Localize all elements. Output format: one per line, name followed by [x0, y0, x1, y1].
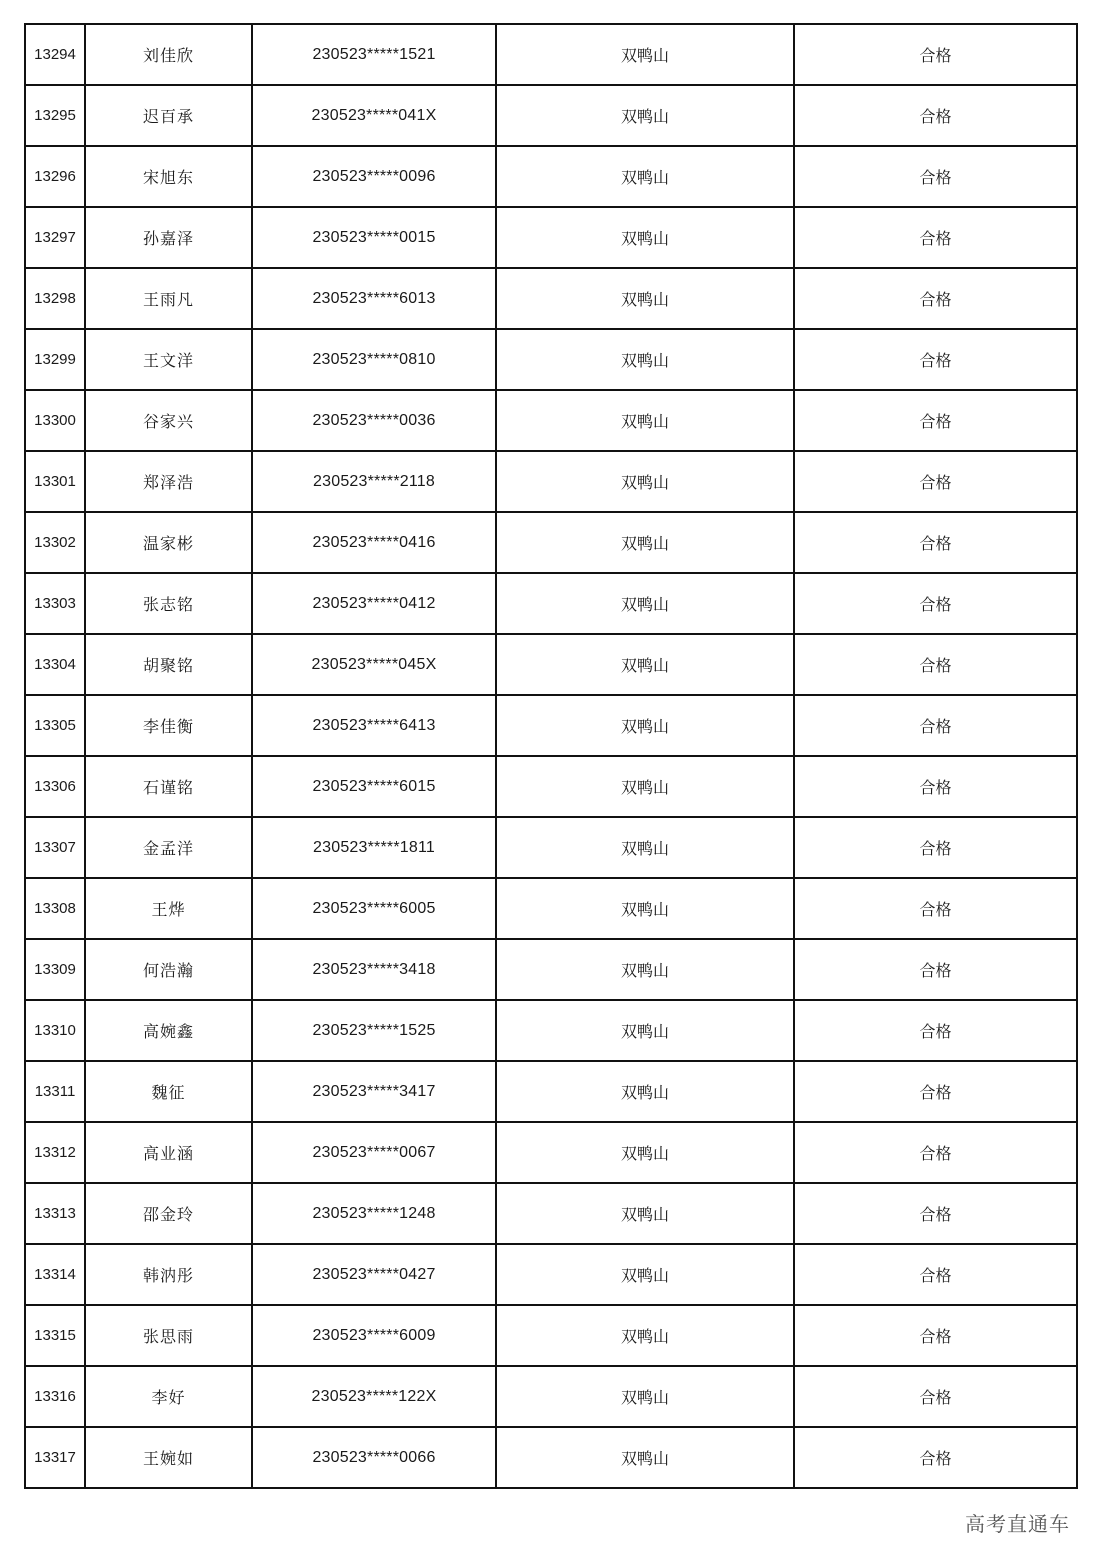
seq-cell: 13317: [25, 1427, 85, 1488]
seq-cell: 13316: [25, 1366, 85, 1427]
name-cell: 高婉鑫: [85, 1000, 252, 1061]
region-cell: 双鸭山: [496, 1000, 794, 1061]
name-cell: 金孟洋: [85, 817, 252, 878]
result-cell: 合格: [794, 939, 1077, 1000]
result-cell: 合格: [794, 634, 1077, 695]
seq-cell: 13315: [25, 1305, 85, 1366]
table-row: [25, 1122, 1077, 1183]
id-number-cell: 230523*****6413: [252, 695, 496, 756]
id-number-cell: 230523*****6009: [252, 1305, 496, 1366]
seq-cell: 13301: [25, 451, 85, 512]
result-cell: 合格: [794, 146, 1077, 207]
id-number-cell: 230523*****041X: [252, 85, 496, 146]
table-row: [25, 268, 1077, 329]
seq-cell: 13311: [25, 1061, 85, 1122]
result-cell: 合格: [794, 1427, 1077, 1488]
result-cell: 合格: [794, 1122, 1077, 1183]
id-number-cell: 230523*****0067: [252, 1122, 496, 1183]
region-cell: 双鸭山: [496, 329, 794, 390]
region-cell: 双鸭山: [496, 85, 794, 146]
region-cell: 双鸭山: [496, 756, 794, 817]
table-row: [25, 1000, 1077, 1061]
id-number-cell: 230523*****2118: [252, 451, 496, 512]
id-number-cell: 230523*****6015: [252, 756, 496, 817]
table-row: [25, 695, 1077, 756]
name-cell: 胡聚铭: [85, 634, 252, 695]
result-cell: 合格: [794, 756, 1077, 817]
region-cell: 双鸭山: [496, 1305, 794, 1366]
roster-table: [24, 23, 1078, 1489]
id-number-cell: 230523*****6013: [252, 268, 496, 329]
result-cell: 合格: [794, 878, 1077, 939]
table-row: [25, 573, 1077, 634]
region-cell: 双鸭山: [496, 1061, 794, 1122]
name-cell: 温家彬: [85, 512, 252, 573]
result-cell: 合格: [794, 1366, 1077, 1427]
id-number-cell: 230523*****1248: [252, 1183, 496, 1244]
name-cell: 李佳衡: [85, 695, 252, 756]
table-row: [25, 634, 1077, 695]
result-cell: 合格: [794, 1244, 1077, 1305]
seq-cell: 13297: [25, 207, 85, 268]
seq-cell: 13306: [25, 756, 85, 817]
name-cell: 王烨: [85, 878, 252, 939]
name-cell: 何浩瀚: [85, 939, 252, 1000]
seq-cell: 13314: [25, 1244, 85, 1305]
result-cell: 合格: [794, 24, 1077, 85]
watermark-text: 高考直通车: [963, 1508, 1072, 1537]
id-number-cell: 230523*****0015: [252, 207, 496, 268]
region-cell: 双鸭山: [496, 634, 794, 695]
result-cell: 合格: [794, 329, 1077, 390]
name-cell: 孙嘉泽: [85, 207, 252, 268]
seq-cell: 13304: [25, 634, 85, 695]
name-cell: 高业涵: [85, 1122, 252, 1183]
name-cell: 魏征: [85, 1061, 252, 1122]
table-row: [25, 1305, 1077, 1366]
table-row: [25, 329, 1077, 390]
region-cell: 双鸭山: [496, 390, 794, 451]
name-cell: 石谨铭: [85, 756, 252, 817]
id-number-cell: 230523*****1811: [252, 817, 496, 878]
seq-cell: 13296: [25, 146, 85, 207]
name-cell: 邵金玲: [85, 1183, 252, 1244]
table-row: [25, 85, 1077, 146]
table-row: [25, 1366, 1077, 1427]
result-cell: 合格: [794, 268, 1077, 329]
seq-cell: 13300: [25, 390, 85, 451]
name-cell: 宋旭东: [85, 146, 252, 207]
seq-cell: 13298: [25, 268, 85, 329]
region-cell: 双鸭山: [496, 268, 794, 329]
seq-cell: 13303: [25, 573, 85, 634]
id-number-cell: 230523*****0416: [252, 512, 496, 573]
result-cell: 合格: [794, 451, 1077, 512]
roster-table-body: [25, 24, 1077, 1488]
result-cell: 合格: [794, 573, 1077, 634]
seq-cell: 13294: [25, 24, 85, 85]
region-cell: 双鸭山: [496, 146, 794, 207]
id-number-cell: 230523*****1521: [252, 24, 496, 85]
result-cell: 合格: [794, 207, 1077, 268]
region-cell: 双鸭山: [496, 1427, 794, 1488]
id-number-cell: 230523*****1525: [252, 1000, 496, 1061]
table-row: [25, 24, 1077, 85]
region-cell: 双鸭山: [496, 1244, 794, 1305]
result-cell: 合格: [794, 695, 1077, 756]
name-cell: 迟百承: [85, 85, 252, 146]
seq-cell: 13310: [25, 1000, 85, 1061]
table-row: [25, 1061, 1077, 1122]
name-cell: 王雨凡: [85, 268, 252, 329]
region-cell: 双鸭山: [496, 451, 794, 512]
id-number-cell: 230523*****0810: [252, 329, 496, 390]
table-row: [25, 939, 1077, 1000]
table-row: [25, 146, 1077, 207]
table-row: [25, 817, 1077, 878]
region-cell: 双鸭山: [496, 512, 794, 573]
name-cell: 郑泽浩: [85, 451, 252, 512]
name-cell: 张志铭: [85, 573, 252, 634]
id-number-cell: 230523*****0036: [252, 390, 496, 451]
seq-cell: 13313: [25, 1183, 85, 1244]
region-cell: 双鸭山: [496, 1183, 794, 1244]
id-number-cell: 230523*****0066: [252, 1427, 496, 1488]
table-row: [25, 1427, 1077, 1488]
id-number-cell: 230523*****045X: [252, 634, 496, 695]
table-row: [25, 390, 1077, 451]
name-cell: 刘佳欣: [85, 24, 252, 85]
result-cell: 合格: [794, 1000, 1077, 1061]
region-cell: 双鸭山: [496, 1366, 794, 1427]
name-cell: 谷家兴: [85, 390, 252, 451]
name-cell: 王婉如: [85, 1427, 252, 1488]
result-cell: 合格: [794, 1183, 1077, 1244]
seq-cell: 13307: [25, 817, 85, 878]
result-cell: 合格: [794, 1061, 1077, 1122]
table-row: [25, 878, 1077, 939]
table-row: [25, 1244, 1077, 1305]
id-number-cell: 230523*****3418: [252, 939, 496, 1000]
table-row: [25, 1183, 1077, 1244]
seq-cell: 13309: [25, 939, 85, 1000]
id-number-cell: 230523*****3417: [252, 1061, 496, 1122]
seq-cell: 13302: [25, 512, 85, 573]
region-cell: 双鸭山: [496, 24, 794, 85]
seq-cell: 13312: [25, 1122, 85, 1183]
name-cell: 韩汭彤: [85, 1244, 252, 1305]
id-number-cell: 230523*****0096: [252, 146, 496, 207]
region-cell: 双鸭山: [496, 939, 794, 1000]
region-cell: 双鸭山: [496, 1122, 794, 1183]
name-cell: 李好: [85, 1366, 252, 1427]
region-cell: 双鸭山: [496, 817, 794, 878]
region-cell: 双鸭山: [496, 207, 794, 268]
table-row: [25, 756, 1077, 817]
result-cell: 合格: [794, 1305, 1077, 1366]
table-row: [25, 451, 1077, 512]
seq-cell: 13305: [25, 695, 85, 756]
seq-cell: 13299: [25, 329, 85, 390]
roster-sheet: [24, 23, 1076, 1489]
region-cell: 双鸭山: [496, 573, 794, 634]
table-row: [25, 207, 1077, 268]
id-number-cell: 230523*****122X: [252, 1366, 496, 1427]
table-row: [25, 512, 1077, 573]
region-cell: 双鸭山: [496, 695, 794, 756]
id-number-cell: 230523*****6005: [252, 878, 496, 939]
seq-cell: 13308: [25, 878, 85, 939]
result-cell: 合格: [794, 85, 1077, 146]
region-cell: 双鸭山: [496, 878, 794, 939]
result-cell: 合格: [794, 817, 1077, 878]
id-number-cell: 230523*****0412: [252, 573, 496, 634]
id-number-cell: 230523*****0427: [252, 1244, 496, 1305]
name-cell: 张思雨: [85, 1305, 252, 1366]
name-cell: 王文洋: [85, 329, 252, 390]
result-cell: 合格: [794, 390, 1077, 451]
seq-cell: 13295: [25, 85, 85, 146]
result-cell: 合格: [794, 512, 1077, 573]
